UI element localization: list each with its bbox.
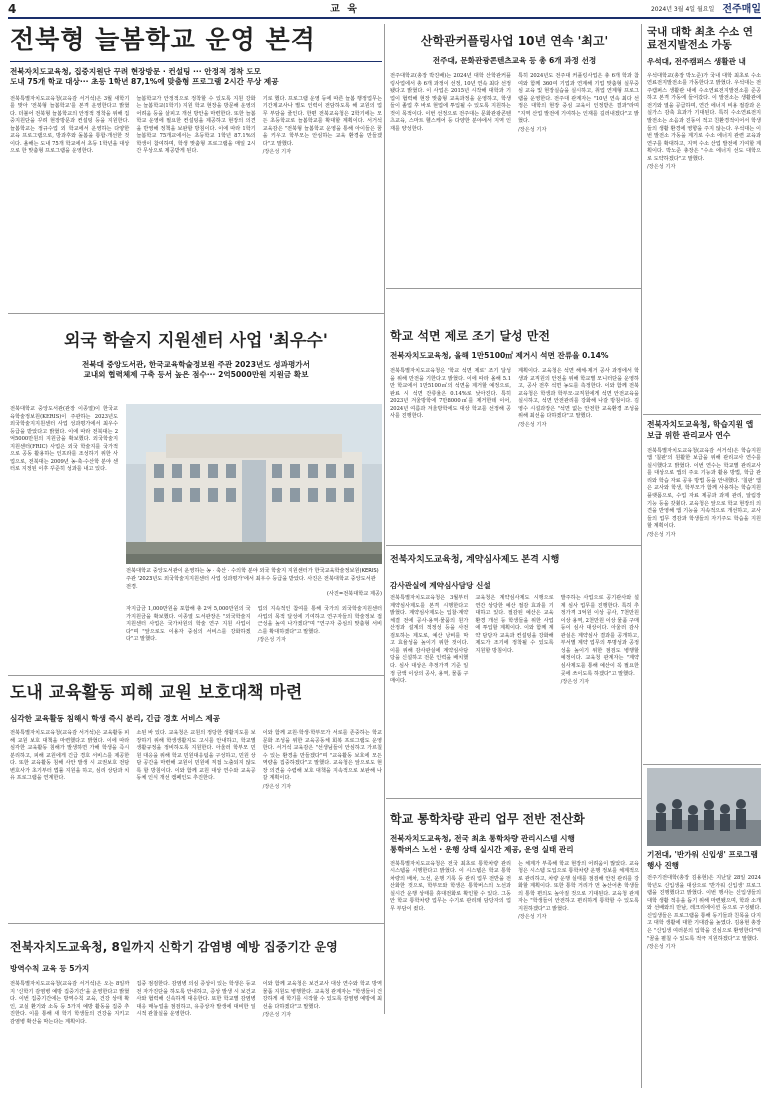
article-teacher-protection: [10, 680, 382, 920]
photo-caption: 전북대학교 중앙도서관이 운영하는 농 · 축산 · 수의학 분야 외국 학술지 지원센터가 한국교육학술정보원(KERIS) 주관 '2023년도 외국학술지지원센터 사업 성과평가'에서 최우수 등급을 받았다. 사진은 전북대학교 중앙도서관 전경.: [126, 568, 379, 590]
publication-date: 2024년 3월 4일 월요일: [650, 5, 715, 13]
body-text: 자지급금 1,000만원을 포함해 총 2억 5,000만원의 국가지원금을 확보했다. 이종열 도서관장은 "외국학술지 지원센터 사업은 국가차원의 학술 연구 지원 사업이다"며 "앞으로도 이용자 중심의 서비스를 강화하겠다"고 말했다.: [126, 606, 251, 643]
article-divider: [8, 923, 384, 924]
article-asbestos-removal: [390, 293, 639, 543]
subheadline: 통학버스 노선 · 운행 상태 실시간 제공, 운영 실태 관리: [390, 845, 574, 855]
body-text: 전주대학교(총장 박진배)는 2024년 대학 산학관커플링사업에서 총 6개 과정이 선정, 10년 연속 최다 선정됐다고 밝혔다. 이 사업은 2015년 시작해 대학과 기업이 협력해 현장 맞춤형 교육과정을 운영하고, 학생들이 졸업 후 바로 현업에 투입될 수 있도록 지원하는 것이 목적이다. 이번 선정으로 전주대는 문화관광콘텐츠교육, 스마트 헬스케어 등 다양한 분야에서 지역 인재를 양성한다.: [390, 73, 511, 132]
freshman-event-image: [647, 768, 761, 846]
article-freshman-event: [647, 768, 761, 1088]
headline: 국내 대학 최초 수소 연료전지발전소 가동: [647, 26, 753, 51]
body-text: 는 체계가 부족해 학교 현장의 어려움이 많았다. 교육청은 시스템 도입으로 통학차량 운행 정보를 체계적으로 관리하고, 차량 운행 실태를 점검해 안전 관리를 강화할 계획이다. 또한 통학 거리가 먼 농산어촌 학생들의 통학 편의도 높아질 것으로 기대된다. 교육청 관계자는 "학생들이 안전하고 편리하게 통학할 수 있도록 지원하겠다"고 밝혔다.: [518, 860, 639, 912]
article-divider: [386, 798, 641, 799]
library-building-image: [126, 404, 382, 564]
article-contract-review: [390, 550, 639, 795]
headline: 학교 석면 제로 조기 달성 만전: [390, 329, 550, 343]
library-photo: [126, 404, 382, 564]
photo-credit: (사진=전북대학교 제공): [326, 591, 382, 598]
byline: /장은성 기자: [518, 126, 547, 133]
body-text: 교육청은 계약심사제도 시행으로 연간 상당한 예산 절감 효과를 기대하고 있다. 절감된 예산은 교육환경 개선 등 학생들을 위한 사업에 투입할 계획이다. 이와 함께 계약 담당자 교육과 컨설팅을 강화해 제도가 조기에 정착될 수 있도록 지원할 방침이다.: [475, 595, 554, 654]
byline: /장은성 기자: [262, 1012, 292, 1019]
article-foreign-journal-center: [10, 318, 382, 673]
headline: 전북자치도교육청, 학습지원 앱 보급 위한 관리교사 연수: [647, 420, 754, 440]
body-text: 소된 바 있다. 교육청은 교원의 정당한 생활지도를 보장하기 위해 학생생활지도 고시를 안내하고, 학교별 생활규정을 정비하도록 지원한다. 아울러 학부모 민원 대응을 위해 학교 민원대응팀을 구성하고, 민원 상담 공간을 마련해 교원이 민원에 직접 노출되지 않도록 할 방침이다. 이와 함께 교원 대상 연수와 교육공동체 인식 개선 캠페인도 추진한다.: [136, 730, 256, 782]
headline: 전북자치도교육청, 계약심사제도 본격 시행: [390, 555, 560, 565]
subheadline: 감사관실에 계약심사담당 신설: [390, 580, 491, 590]
article-hydrogen-fuel-cell: [647, 26, 761, 411]
article-school-bus-system: [390, 804, 639, 1088]
article-divider: [8, 313, 384, 314]
subheadline: 우석대, 전주캠퍼스 생활관 내: [647, 57, 746, 67]
masthead: [8, 3, 761, 19]
body-text: 늘봄학교가 안정적으로 정착할 수 있도록 지원 강화는 늘봄학교(1학기) 지원 학교 현장을 방문해 운영의 어려움 등을 살피고 개선 방안을 마련한다. 또한 늘봄학교 운영에 필요한 컨설팅을 제공하고 현장의 의견을 반영해 정책을 보완할 방침이다. 이에 따라 1학기 늘봄학교 75개교에서는 초등학교 1학년 87.1%의 학생이 참여하며, 학생 맞춤형 프로그램을 매일 2시간 무상으로 제공받게 된다.: [136, 95, 256, 155]
body-text: 우석대학교(총장 박노준)가 국내 대학 최초로 수소연료전지발전소를 가동한다고 밝혔다. 우석대는 전주캠퍼스 생활관 내에 수소연료전지발전소를 준공하고 본격 가동에 들어갔다. 이 발전소는 생활관에 전기와 열을 공급하며, 연간 에너지 비용 절감과 온실가스 감축 효과가 기대된다. 특히 수소연료전지발전소는 소음과 진동이 적고 친환경적이어서 학생들의 생활 환경에 영향을 주지 않는다. 우석대는 이번 발전소 가동을 계기로 수소 에너지 관련 교육과 연구를 확대하고, 지역 수소 산업 발전에 기여할 계획이다. 박노준 총장은 "수소 에너지 선도 대학으로 도약하겠다"고 말했다.: [647, 72, 761, 162]
article-divider: [386, 545, 641, 546]
newspaper-name: 전주매일: [722, 3, 761, 15]
subheadline: 방역수칙 교육 등 5가지: [10, 964, 90, 974]
body-text: 전북특별자치도교육청(교육감 서거석)은 학습지원 앱 '칠판'의 원활한 보급을 위해 관리교사 연수를 실시했다고 밝혔다. 이번 연수는 학교별 관리교사를 대상으로 앱의 주요 기능과 활용 방법, 학급 관리와 학습 자료 공유 방법 등을 안내했다. '칠판' 앱은 교사와 학생, 학부모가 함께 사용하는 학습지원 플랫폼으로, 수업 자료 제공과 과제 관리, 알림장 기능 등을 갖췄다. 교육청은 앞으로 학교 현장의 의견을 반영해 앱 기능을 지속적으로 개선하고, 교사들의 업무 경감과 학생들의 자기주도 학습을 지원할 계획이다.: [647, 447, 761, 530]
body-text: 전북특별자치도교육청(교육감 서거석)은 3월 새학기를 맞아 '전북형 늘봄학교'를 본격 운영한다고 밝혔다. 더불어 전북형 늘봄학교의 안정적 정착을 위해 집중지원단을 꾸려 현장방문과 컨설팅 등을 지원한다. 늘봄학교는 정규수업 외 학교에서 운영하는 다양한 교육 프로그램으로, 방과후와 돌봄을 통합·개선한 것이다. 올해는 도내 75개 학교에서 초등 1학년을 대상으로 한 맞춤형 프로그램을 운영한다.: [10, 95, 130, 155]
body-text: 전북특별자치도교육청(교육감 서거석)은 교육활동 피해 교원 보호 대책을 마련했다고 밝혔다. 이에 따라 심각한 교육활동 침해가 발생하면 가해 학생을 즉시 분리하고, 피해 교원에게 긴급 경호 서비스를 제공한다. 또한 교육활동 침해 사안 발생 시 교권보호 전담 변호사가 초기부터 법률 지원을 하고, 심리 상담과 치유 프로그램을 연계한다.: [10, 730, 130, 782]
body-text: 전북특별자치도교육청은 '학교 석면 제로' 조기 달성을 위해 만전을 기한다고 밝혔다. 이에 따라 올해 5.1만 학교에서 1만5100㎡의 석면을 제거할 예정으로, 완료 시 석면 잔류율은 0.14%로 낮아진다. 특히 2023년 겨울방학에 7만8000㎡를 제거한데 이어, 2024년 여름과 겨울방학에도 대상 학교를 선정해 공사를 진행한다.: [390, 368, 511, 420]
body-text: 전주기전대학(총장 김용현)은 지난달 28일 2024학년도 신입생을 대상으로 '반가워 신입생' 프로그램을 진행했다고 밝혔다. 이번 행사는 신입생들의 대학 생활 적응을 돕기 위해 마련됐으며, 학과 소개와 선배와의 만남, 레크리에이션 등으로 구성됐다. 신입생들은 프로그램을 통해 동기들과 친목을 다지고 대학 생활에 대한 기대감을 높였다. 김용현 총장은 "신입생 여러분의 입학을 진심으로 환영한다"며 "꿈을 펼칠 수 있도록 적극 지원하겠다"고 말했다.: [647, 875, 761, 942]
headline: 외국 학술지 지원센터 사업 '최우수': [64, 331, 328, 351]
column-divider: [384, 24, 385, 1014]
byline: /장은성 기자: [518, 914, 547, 921]
headline: 학교 통학차량 관리 업무 전반 전산화: [390, 812, 585, 826]
article-infection-prevention: [10, 928, 382, 1088]
body-text: 이와 함께 교육청은 보건교사 대상 연수와 학교 방역 물품 지원도 병행한다. 교육청 관계자는 "학생들이 건강하게 새 학기를 시작할 수 있도록 감염병 예방에 최선을 다하겠다"고 말했다.: [262, 981, 382, 1010]
headline: 전북형 늘봄학교 운영 본격: [10, 25, 316, 54]
rule: [10, 61, 382, 62]
subheadline: 심각한 교육활동 침해시 학생 즉시 분리, 긴급 경호 서비스 제공: [10, 713, 221, 723]
column-divider: [641, 24, 642, 1088]
body-text: 발주하는 사업으로 공기관사와 설계 심사 업무를 진행한다. 특히 추정가격 3억원 이상 공사, 7천만원 이상 용역, 2천만원 이상 물품 구매 등이 심사 대상이다. 아울러 감사관실은 계약심사 결과를 공개하고, 부서별 계약 업무의 투명성과 공정성을 높이기 위한 점검도 병행할 예정이다. 교육청 관계자는 "계약심사제도를 통해 예산이 꼭 필요한 곳에 쓰이도록 하겠다"고 말했다.: [560, 595, 639, 677]
article-learning-app: [647, 420, 761, 760]
body-text: 특히 2024년도 전주대 커플링사업은 총 6개 학과 참여와 함께 360여 기업과 연계해 기업 맞춤형 실무중심 교육 및 현장실습을 실시하고, 취업 연계형 프로그램을 운영한다. 전주대 관계자는 "10년 연속 최다 선정은 대학의 현장 중심 교육이 인정받은 결과"라며 "지역 산업 발전에 기여하는 인재를 길러내겠다"고 밝혔다.: [518, 73, 639, 125]
body-text: 집중 점검한다. 감염병 의심 증상이 있는 학생은 등교 전 자가진단을 하도록 안내하고, 증상 발생 시 보건교사와 협력해 신속하게 대응한다. 또한 학교별 감염병 대응 매뉴얼을 점검하고, 유증상자 발생에 대비한 일시적 관찰실을 운영한다.: [136, 981, 256, 1018]
byline: /장은성 기자: [257, 637, 286, 644]
byline: /장은성 기자: [647, 531, 676, 538]
body-text: 업의 지속적인 참여를 통해 국가의 외국학술지원센터 사업의 목적 달성에 기여하고 연구자들의 학술정보 접근성을 높여 나가겠다"며 "연구자 중심의 맞춤형 서비스를 확대하겠다"고 말했다.: [257, 606, 382, 635]
headline: 산학관커플링사업 10년 연속 '최고': [420, 34, 609, 48]
article-divider: [643, 414, 761, 415]
byline: /장은성 기자: [647, 164, 676, 171]
page-number: 4: [8, 2, 17, 17]
byline: /장은성 기자: [262, 783, 292, 790]
freshman-photo: [647, 768, 761, 846]
byline: /장은성 기자: [262, 149, 292, 156]
body-text: 계획이다. 교육청은 석면 해체·제거 공사 과정에서 학생과 교직원의 안전을 위해 학교별 모니터단을 운영하고, 공사 전후 석면 농도를 측정한다. 이와 함께 전북교육청은 학생과 학부모·교직원에게 석면 안전교육을 실시하고, 석면 안전관리를 강화해 나갈 방침이다. 김영수 시설과장은 "석면 없는 안전한 교육환경 조성을 위해 최선을 다하겠다"고 말했다.: [518, 368, 639, 420]
headline: 전북자치도교육청, 8일까지 신학기 감염병 예방 집중기간 운영: [10, 940, 338, 954]
article-divider: [8, 675, 384, 676]
headline: 도내 교육활동 피해 교원 보호대책 마련: [10, 683, 303, 703]
subheadline: 전북자치도교육청, 올해 1만5100㎡ 제거시 석면 잔류율 0.14%: [390, 351, 609, 361]
body-text: 전북대학교 중앙도서관(관장 이종열)이 한국교육학술정보원(KERIS)이 주관하는 2023년도 외국학술지지원센터 사업 성과평가에서 최우수 등급을 받았다고 밝혔다. 이에 따라 전북대는 2억5000만원의 지원금을 확보했다. 외국학술지지원센터(FRIC) 사업은 외국 학술지를 국가적으로 공동 활용하는 인프라를 조성하기 위한 사업으로, 전북대는 2009년 농·축·수산학 분야 센터로 지정된 이후 꾸준히 성과를 내고 있다.: [10, 406, 118, 473]
article-neulbom-school: [10, 26, 382, 311]
byline: /장은성 기자: [560, 679, 590, 686]
article-coupling-project: [390, 26, 639, 286]
article-divider: [643, 764, 761, 765]
body-text: 전북특별자치도교육청(교육감 서거석)은 오는 8일까지 '신학기 감염병 예방 집중기간'을 운영한다고 밝혔다. 이번 집중기간에는 방역수칙 교육, 건강 상태 확인, 교실 환기와 소독 등 5가지 예방 활동을 집중 추진한다. 이를 통해 새 학기 학생들의 건강을 지키고 감염병 확산을 막는다는 계획이다.: [10, 981, 130, 1025]
subheadline: 전북자치도교육청, 집중지원단 꾸려 현장방문 · 컨설팅 ··· 안정적 정착 도모: [10, 66, 261, 76]
subheadline: 전주대, 문화관광콘텐츠교육 등 총 6개 과정 선정: [432, 56, 597, 66]
byline: /장은성 기자: [647, 944, 676, 951]
article-divider: [386, 288, 641, 289]
subheadline: 전북자치도교육청, 전국 최초 통학차량 관리시스템 시행: [390, 834, 575, 844]
byline: /장은성 기자: [518, 421, 547, 428]
section-title: 교 육: [330, 3, 359, 15]
subheadline: 도내 75개 학교 대상··· 초등 1학년 87,1%에 맞춤형 프로그램 2시간 무상 제공: [10, 77, 279, 87]
body-text: 전북특별자치도교육청은 3월부터 계약심사제도를 본격 시행한다고 밝혔다. 계약심사제도는 입찰·계약 체결 전에 공사·용역·물품의 원가 산정과 설계의 적정성 등을 사전 검토하는 제도로, 예산 낭비를 막고 효율성을 높이기 위한 것이다. 이를 위해 감사관실에 계약심사담당을 신설하고 전문 인력을 배치했다. 심사 대상은 추정가격 기준 일정 금액 이상의 공사, 용역, 물품 구매이다.: [390, 595, 469, 685]
body-text: 전북특별자치도교육청은 전국 최초로 통학차량 관리시스템을 시행한다고 밝혔다. 이 시스템은 학교 통학차량의 배차, 노선, 운행 기록 등 관리 업무 전반을 전산화한 것으로, 학부모와 학생은 통학버스의 노선과 실시간 운행 상태를 휴대전화로 확인할 수 있다. 그동안 학교 통학차량 업무는 수기로 관리돼 담당자의 업무 부담이 컸다.: [390, 860, 511, 912]
subheadline: 전북대 중앙도서관, 한국교육학술정보원 주관 2023년도 성과평가서: [82, 359, 310, 369]
body-text: 이와 함께 교원·학생·학부모가 서로를 존중하는 학교 문화 조성을 위한 교육공동체 회복 프로그램도 운영한다. 서거석 교육감은 "선생님들이 안심하고 가르칠 수 있는 환경을 만들겠다"며 "교육활동 보호에 모든 역량을 집중하겠다"고 말했다. 교육청은 앞으로도 현장 의견을 수렴해 보호 대책을 지속적으로 보완해 나갈 계획이다.: [262, 730, 382, 782]
photo-caption: 기전대, '반가워 신입생' 프로그램 행사 진행: [647, 850, 758, 870]
subheadline: 교내외 협력체제 구축 등서 높은 점수··· 2억5000만원 지원금 확보: [83, 370, 309, 380]
body-text: 기로 했다. 프로그램 운영 등에 따른 늘봄 행정업무는 기간제교사나 별도 인력이 전담하도록 해 교원의 업무 부담을 줄인다. 한편 전북교육청은 2학기에는 모든 초등학교로 늘봄학교를 확대할 계획이다. 서거석 교육감은 "전북형 늘봄학교 운영을 통해 아이들은 꿈을 키우고 학부모는 안심하는 교육 환경을 만들겠다"고 말했다.: [262, 95, 382, 147]
